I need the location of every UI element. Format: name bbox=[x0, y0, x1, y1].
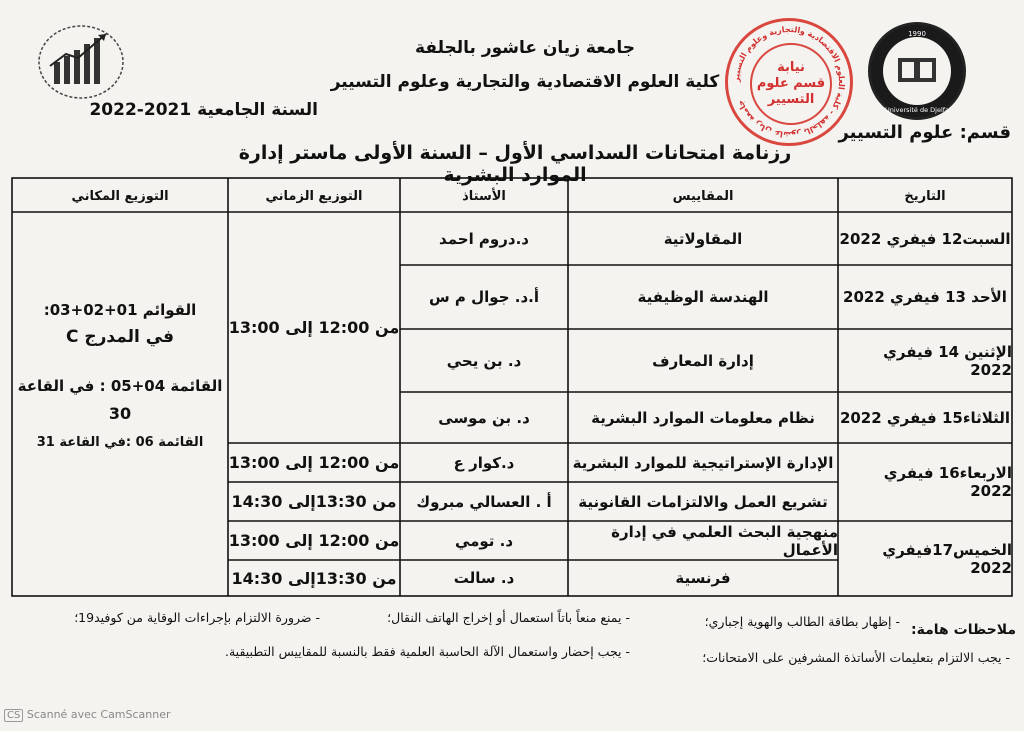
place-cell bbox=[14, 300, 226, 453]
column-header-time: التوزيع الزماني bbox=[265, 188, 363, 204]
column-header-date: التاريخ bbox=[904, 188, 946, 204]
professor-cell: د.كوار ع bbox=[453, 453, 515, 472]
subject-cell: منهجية البحث العلمي في إدارة الأعمال bbox=[611, 522, 838, 559]
time-cell: من 13:30إلى 14:30 bbox=[231, 568, 397, 588]
subject-cell: نظام معلومات الموارد البشرية bbox=[591, 408, 815, 427]
faculty-name: كلية العلوم الاقتصادية والتجارية وعلوم التسيير bbox=[330, 72, 720, 92]
note-item: - يجب الالتزام بتعليمات الأساتذة المشرفين على الامتحانات؛ bbox=[702, 650, 1010, 665]
professor-cell: أ . العسالي مبروك bbox=[416, 492, 552, 511]
professor-cell: د. بن يحي bbox=[446, 351, 522, 370]
date-cell: الإثنين 14 فيفري 2022 bbox=[883, 342, 1012, 379]
place-line: القائمة 04+05 : في القاعة bbox=[17, 377, 223, 395]
time-cell: من 12:00 إلى 13:00 bbox=[228, 453, 400, 472]
date-cell: السبت12 فيفري 2022 bbox=[839, 229, 1011, 248]
academic-year: السنة الجامعية 2021-2022 bbox=[89, 100, 318, 120]
notes-label: ملاحظات هامة: bbox=[911, 622, 1016, 638]
watermark-text: Scanné avec CamScanner bbox=[26, 708, 171, 721]
professor-cell: د.دروم احمد bbox=[439, 229, 529, 248]
camscanner-watermark bbox=[4, 708, 171, 721]
subject-cell: فرنسية bbox=[675, 569, 731, 587]
date-cell: الأحد 13 فيفري 2022 bbox=[843, 288, 1007, 306]
department-name: قسم: علوم التسيير bbox=[838, 122, 1011, 143]
professor-cell: أ.د. جوال م س bbox=[429, 288, 539, 306]
date-cell: الخميس17فيفري 2022 bbox=[882, 540, 1012, 577]
professor-cell: د. بن موسى bbox=[438, 408, 530, 427]
subject-cell: المقاولاتية bbox=[663, 229, 743, 248]
note-item: - يجب إحضار واستعمال الآلة الحاسبة العلمية فقط بالنسبة للمقاييس التطبيقية. bbox=[225, 644, 630, 659]
place-line: في المدرج C bbox=[65, 327, 175, 347]
time-cell: من 13:30إلى 14:30 bbox=[231, 492, 397, 511]
column-header-professor: الأستاذ bbox=[462, 188, 506, 204]
subject-cell: إدارة المعارف bbox=[652, 351, 754, 370]
subject-cell: الهندسة الوظيفية bbox=[637, 288, 769, 306]
univ-logo-caption: Université de Djelfa bbox=[884, 106, 950, 114]
date-cell: الاربعاء16 فيفري 2022 bbox=[883, 464, 1012, 500]
place-line: 30 bbox=[108, 404, 132, 423]
time-cell: من 12:00 إلى 13:00 bbox=[228, 531, 400, 550]
column-header-subject: المقاييس bbox=[672, 188, 734, 204]
page-title: رزنامة امتحانات السداسي الأول – السنة الأولى ماستر إدارة الموارد البشرية bbox=[238, 142, 792, 186]
seal-line-3: التسيير bbox=[767, 92, 815, 107]
place-line: القائمة 06 :في القاعة 31 bbox=[36, 435, 204, 450]
seal-line-1: نيابة bbox=[777, 60, 805, 75]
note-item: - ضرورة الالتزام بإجراءات الوقاية من كوفيد19؛ bbox=[74, 610, 320, 625]
time-cell: من 12:00 إلى 13:00 bbox=[228, 318, 400, 337]
date-cell: الثلاثاء15 فيفري 2022 bbox=[839, 408, 1011, 427]
note-item: - يمنع منعاً باتاً استعمال أو إخراج الهاتف النقال؛ bbox=[387, 610, 630, 625]
professor-cell: د. تومي bbox=[454, 531, 514, 550]
professor-cell: د. سالت bbox=[453, 569, 515, 587]
column-header-place: التوزيع المكاني bbox=[71, 188, 169, 204]
seal-ring-text: جامعة زيان عاشور بالجلفة - كلية العلوم الاقتصادية والتجارية وعلوم التسيير bbox=[731, 24, 847, 140]
camscanner-icon: CS bbox=[4, 709, 23, 722]
university-name: جامعة زيان عاشور بالجلفة bbox=[415, 38, 635, 58]
place-line: القوائم 01+02+03: bbox=[43, 301, 197, 319]
seal-line-2: قسم علوم bbox=[756, 76, 826, 91]
univ-logo-year: 1990 bbox=[908, 30, 926, 38]
note-item: - إظهار بطاقة الطالب والهوية إجباري؛ bbox=[704, 614, 900, 629]
subject-cell: الإدارة الإستراتيجية للموارد البشرية bbox=[572, 453, 834, 472]
subject-cell: تشريع العمل والالتزامات القانونية bbox=[578, 492, 828, 511]
